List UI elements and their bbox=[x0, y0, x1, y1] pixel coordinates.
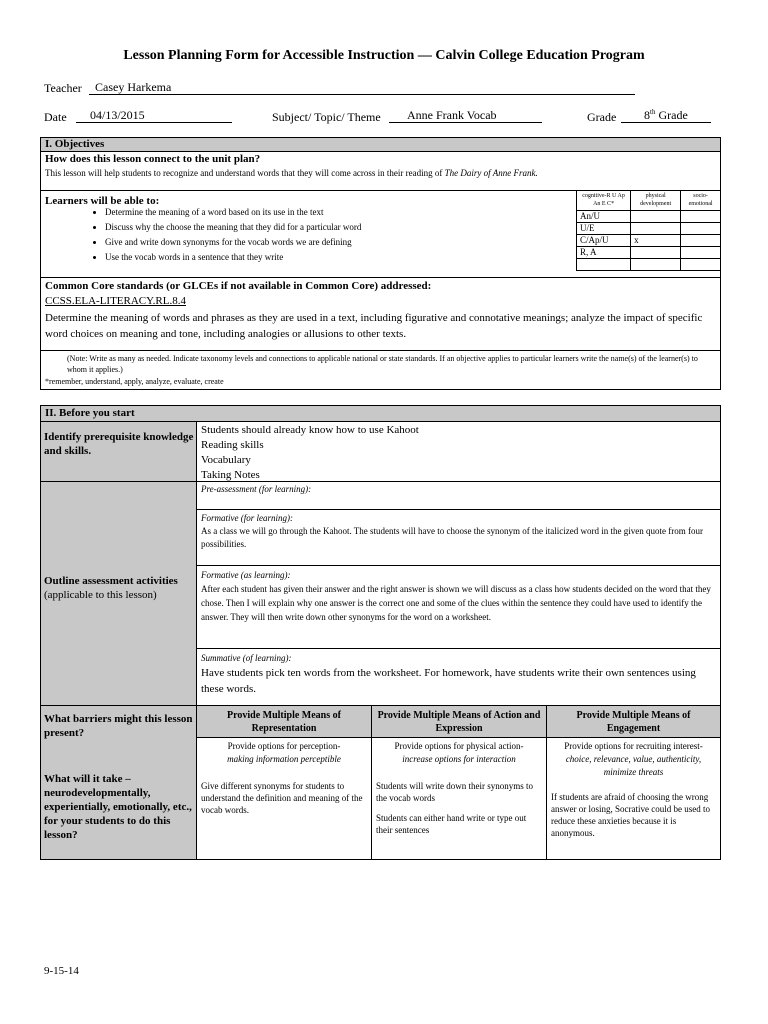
ccss-label: Common Core standards (or GLCEs if not available in Common Core) addressed: bbox=[45, 280, 432, 292]
ccss-text: Determine the meaning of words and phrases as they are used in a text, including figurative and connotative meanings; analyze the impact of specific word choices on meaning and tone, including analogies or allusions to other texts. bbox=[45, 312, 703, 340]
socio-cell bbox=[681, 247, 721, 259]
means-header-engagement: Provide Multiple Means of Engagement bbox=[546, 705, 721, 738]
formative1-text: As a class we will go through the Kahoot. The students will have to choose the synonym of the italicized word in the given quote from four possibilities. bbox=[201, 526, 703, 549]
connect-question: How does this lesson connect to the unit plan? bbox=[45, 153, 261, 165]
phys-cell: x bbox=[631, 235, 681, 247]
objectives-list bbox=[87, 207, 361, 267]
take-question: What will it take – neurodevelopmentally, experientially, emotionally, etc., for your students to do this lesson? bbox=[44, 773, 192, 841]
formative1-cell bbox=[196, 509, 721, 566]
teacher-label: Teacher bbox=[44, 81, 82, 95]
barriers-label-cell bbox=[40, 705, 197, 860]
prereq-label-cell bbox=[40, 421, 197, 482]
means-body-representation bbox=[196, 737, 372, 860]
learners-label: Learners will be able to: bbox=[45, 195, 160, 207]
formative2-label: Formative (as learning): bbox=[201, 570, 291, 580]
pre-assessment-cell bbox=[196, 481, 721, 510]
means-option: Provide options for physical action- bbox=[394, 741, 524, 751]
cog-cell bbox=[577, 259, 631, 271]
assess-label-cell bbox=[40, 481, 197, 706]
pre-assessment-label: Pre-assessment (for learning): bbox=[201, 484, 312, 494]
subject-value: Anne Frank Vocab bbox=[407, 108, 497, 122]
means-option-italic: choice, relevance, value, authenticity, minimize threats bbox=[565, 754, 702, 777]
socio-cell bbox=[681, 211, 721, 223]
prereq-item: Taking Notes bbox=[201, 469, 260, 481]
means-option: Provide options for recruiting interest- bbox=[564, 741, 703, 751]
formative2-text: After each student has given their answer and the right answer is shown we will discuss as a class how students decided on the word that they chose. Then I will explain why one answer is the correct one and some of the clues within the sentence they could have used to identify the answer. They will then write down other synonyms for the word on a worksheet. bbox=[201, 584, 711, 622]
summative-label: Summative (of learning): bbox=[201, 653, 292, 663]
date-value: 04/13/2015 bbox=[90, 108, 145, 122]
means-header-representation: Provide Multiple Means of Representation bbox=[196, 705, 372, 738]
ccss-box bbox=[40, 277, 721, 351]
connect-box bbox=[40, 151, 721, 191]
phys-cell bbox=[631, 247, 681, 259]
objective-item: • Use the vocab words in a sentence that they write bbox=[105, 252, 361, 262]
means-body-text: Give different synonyms for students to understand the definition and meaning of the vocab words. bbox=[201, 781, 363, 815]
assess-sublabel: (applicable to this lesson) bbox=[44, 589, 157, 601]
summative-text: Have students pick ten words from the worksheet. For homework, have students write their own sentences using these words. bbox=[201, 667, 696, 695]
taxonomy-footnote: *remember, understand, apply, analyze, evaluate, create bbox=[45, 377, 224, 386]
formative2-cell bbox=[196, 565, 721, 649]
means-option: Provide options for perception- bbox=[227, 741, 341, 751]
connect-answer: This lesson will help students to recognize and understand words that they will come across in their reading of The Dairy of Anne Frank. bbox=[45, 168, 538, 178]
taxonomy-grid bbox=[576, 190, 721, 271]
formative1-label: Formative (for learning): bbox=[201, 513, 293, 523]
col-cognitive: cognitive-R U Ap An E C* bbox=[577, 191, 631, 211]
cog-cell: C/Ap/U bbox=[577, 235, 631, 247]
grade-label: Grade bbox=[587, 110, 617, 124]
means-option-italic: increase options for interaction bbox=[402, 754, 516, 764]
assess-label: Outline assessment activities bbox=[44, 575, 178, 587]
means-body-text: If students are afraid of choosing the wrong answer or losing, Socrative could be used to reduce these anxieties because it is anonymous. bbox=[551, 792, 710, 838]
socio-cell bbox=[681, 235, 721, 247]
means-body-text-2: Students can either hand write or type out their sentences bbox=[376, 813, 527, 835]
summative-cell bbox=[196, 648, 721, 706]
phys-cell bbox=[631, 259, 681, 271]
phys-cell bbox=[631, 211, 681, 223]
subject-label: Subject/ Topic/ Theme bbox=[272, 110, 381, 124]
objective-item: • Give and write down synonyms for the vocab words we are defining bbox=[105, 237, 361, 247]
col-socio: socio-emotional bbox=[681, 191, 721, 211]
phys-cell bbox=[631, 223, 681, 235]
objective-item: • Determine the meaning of a word based on its use in the text bbox=[105, 207, 361, 217]
note-box bbox=[40, 350, 721, 390]
means-body-text: Students will write down their synonyms to the vocab words bbox=[376, 781, 533, 803]
cog-cell: R, A bbox=[577, 247, 631, 259]
means-option-italic: making information perceptible bbox=[227, 754, 341, 764]
date-label: Date bbox=[44, 110, 67, 124]
prereq-item: Students should already know how to use Kahoot bbox=[201, 424, 419, 436]
cog-cell: U/E bbox=[577, 223, 631, 235]
page-title: Lesson Planning Form for Accessible Instruction — Calvin College Education Program bbox=[123, 48, 645, 63]
footer-date: 9-15-14 bbox=[44, 965, 79, 977]
col-physical: physical development bbox=[631, 191, 681, 211]
means-body-action bbox=[371, 737, 547, 860]
objective-item: • Discuss why the choose the meaning that they did for a particular word bbox=[105, 222, 361, 232]
ccss-code: CCSS.ELA-LITERACY.RL.8.4 bbox=[45, 295, 186, 307]
teacher-value: Casey Harkema bbox=[95, 80, 172, 94]
assess-label-group bbox=[44, 574, 194, 602]
note-text: (Note: Write as many as needed. Indicate taxonomy levels and connections to applicable national or state standards. If an objective applies to particular learners write the name(s) of the learner(s) to whom it applies.) bbox=[67, 354, 698, 374]
means-body-engagement bbox=[546, 737, 721, 860]
prereq-list bbox=[201, 423, 419, 483]
socio-cell bbox=[681, 223, 721, 235]
prereq-item: Reading skills bbox=[201, 439, 264, 451]
socio-cell bbox=[681, 259, 721, 271]
cog-cell: An/U bbox=[577, 211, 631, 223]
objectives-header: I. Objectives bbox=[40, 137, 721, 152]
prereq-item: Vocabulary bbox=[201, 454, 251, 466]
before-header: II. Before you start bbox=[40, 405, 721, 422]
means-header-action: Provide Multiple Means of Action and Expression bbox=[371, 705, 547, 738]
barriers-question: What barriers might this lesson present? bbox=[44, 713, 193, 739]
prereq-label: Identify prerequisite knowledge and skills. bbox=[44, 431, 194, 457]
prereq-content-cell bbox=[196, 421, 721, 482]
grade-value: 8th Grade bbox=[644, 108, 688, 122]
